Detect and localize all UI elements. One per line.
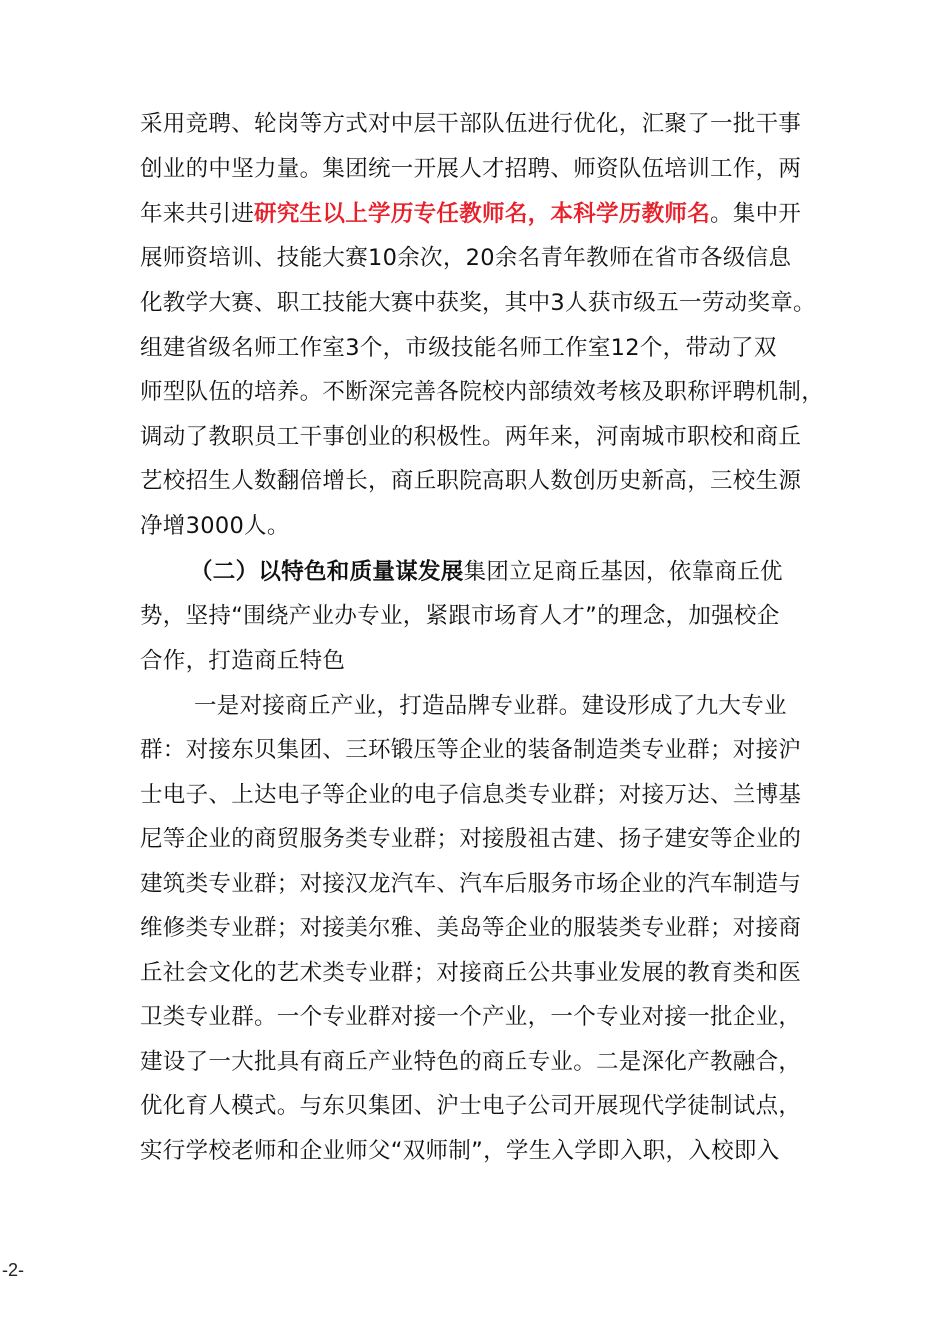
text-line: 合作，打造商丘特色 (140, 648, 346, 674)
section-heading: （二）以特色和质量谋发展 (190, 559, 464, 585)
text-line: 一是对接商丘产业，打造品牌专业群。建设形成了九大专业 (194, 693, 787, 719)
text-line: 维修类专业群；对接美尔雅、美岛等企业的服装类专业群；对接商 (140, 915, 802, 941)
text-segment: 集团立足商丘基因，依靠商丘优 (463, 559, 783, 585)
text-segment: 年来共引进 (140, 201, 255, 227)
text-line (140, 192, 820, 236)
text-line: 建筑类专业群；对接汉龙汽车、汽车后服务市场企业的汽车制造与 (140, 871, 802, 897)
text-segment: 。集中开 (710, 201, 802, 227)
text-line: 卫类专业群。一个专业群对接一个产业，一个专业对接一批企业， (140, 1004, 802, 1030)
text-line: 建设了一大批具有商丘产业特色的商丘专业。二是深化产教融合， (140, 1049, 802, 1075)
text-line: 调动了教职员工干事创业的积极性。两年来，河南城市职校和商丘 (140, 424, 802, 450)
text-line: 优化育人模式。与东贝集团、沪士电子公司开展现代学徒制试点， (140, 1093, 802, 1119)
text-line: 组建省级名师工作室3个，市级技能名师工作室12个，带动了双 (140, 335, 777, 361)
text-line: 势，坚持“围绕产业办专业，紧跟市场育人才”的理念，加强校企 (140, 603, 780, 629)
section-heading-line (190, 550, 820, 594)
text-line: 展师资培训、技能大赛10余次，20余名青年教师在省市各级信息 (140, 245, 792, 271)
text-line: 尼等企业的商贸服务类专业群；对接殷祖古建、扬子建安等企业的 (140, 826, 802, 852)
text-line: 化教学大赛、职工技能大赛中获奖，其中3人获市级五一劳动奖章。 (140, 290, 816, 316)
text-line: 创业的中坚力量。集团统一开展人才招聘、师资队伍培训工作，两 (140, 156, 802, 182)
highlighted-text: 研究生以上学历专任教师名，本科学历教师名 (254, 201, 711, 227)
text-line: 采用竞聘、轮岗等方式对中层干部队伍进行优化，汇聚了一批干事 (140, 111, 802, 137)
text-line: 实行学校老师和企业师父“双师制”，学生入学即入职，入校即入 (140, 1138, 780, 1164)
text-line: 师型队伍的培养。不断深完善各院校内部绩效考核及职称评聘机制， (140, 379, 825, 405)
text-line: 士电子、上达电子等企业的电子信息类专业群；对接万达、兰博基 (140, 782, 802, 808)
text-line: 群：对接东贝集团、三环锻压等企业的装备制造类专业群；对接沪 (140, 737, 802, 763)
text-line: 艺校招生人数翻倍增长，商丘职院高职人数创历史新高，三校生源 (140, 468, 802, 494)
text-line: 净增3000人。 (140, 513, 290, 539)
text-line: 丘社会文化的艺术类专业群；对接商丘公共事业发展的教育类和医 (140, 960, 802, 986)
page-number: -2- (2, 1260, 24, 1280)
